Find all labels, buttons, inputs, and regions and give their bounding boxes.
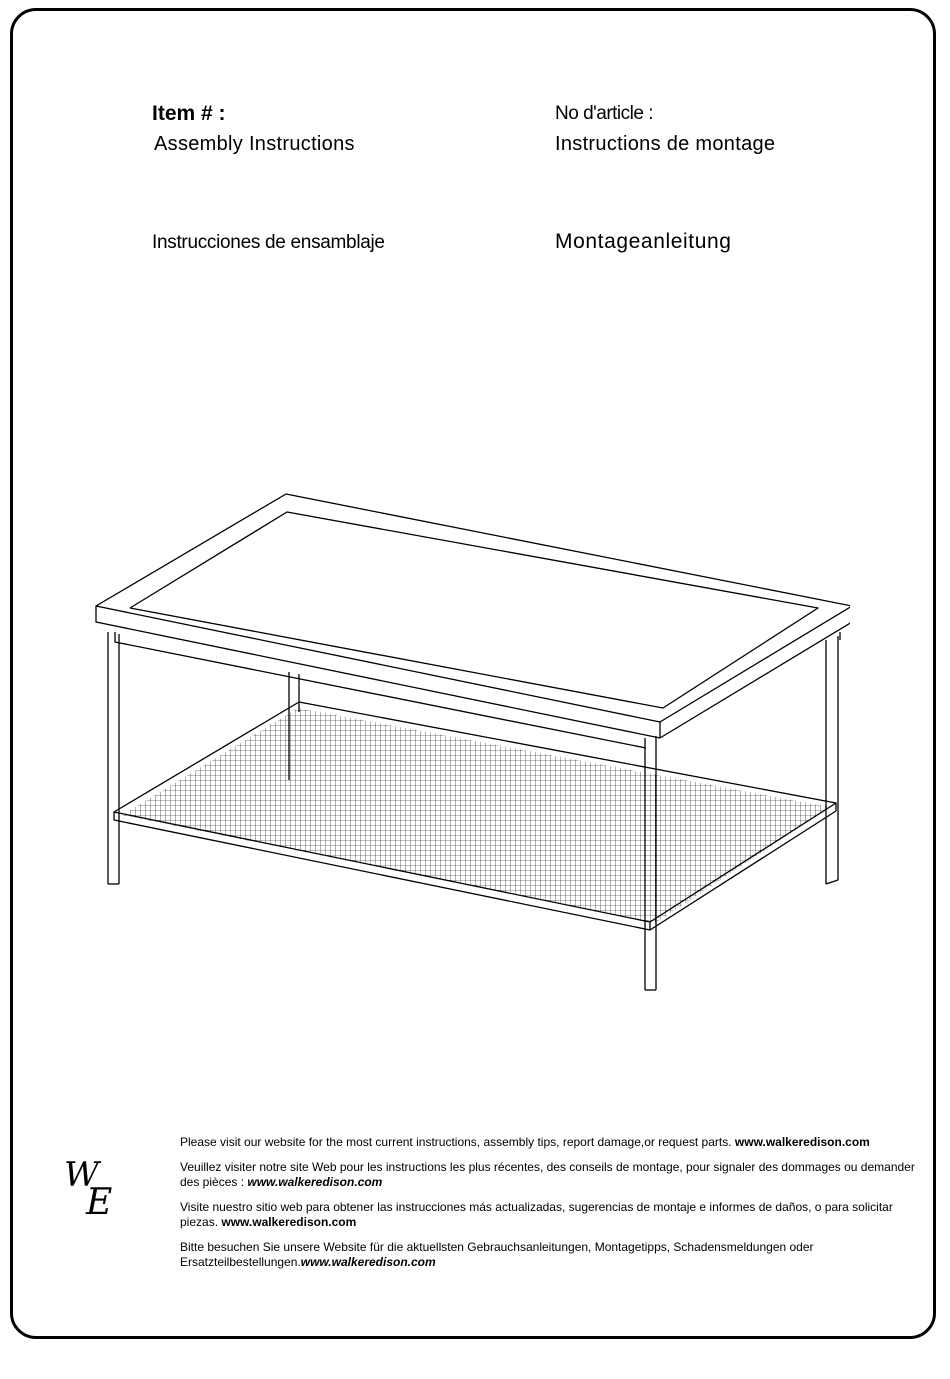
assembly-title-es: Instrucciones de ensamblaje [152, 232, 385, 253]
website-notice [180, 1135, 920, 1280]
notice-es: Visite nuestro sitio web para obtener las instrucciones más actualizadas, sugerencias de montaje e informes de daños, o para solicitar piezas. www.walkeredison.com [180, 1200, 893, 1229]
svg-text:E: E [86, 1182, 113, 1223]
item-number-label-en: Item # : [152, 102, 226, 125]
notice-en: Please visit our website for the most current instructions, assembly tips, report damage,or request parts. www.walkeredison.com [180, 1135, 870, 1149]
notice-de: Bitte besuchen Sie unsere Website für die aktuellsten Gebrauchsanleitungen, Montagetipps, Schadensmeldungen oder Ersatzteilbestellungen.www.walkeredison.com [180, 1240, 814, 1269]
website-link[interactable]: www.walkeredison.com [221, 1215, 357, 1229]
coffee-table-drawing [90, 488, 850, 998]
assembly-title-fr: Instructions de montage [555, 133, 776, 155]
website-link[interactable]: www.walkeredison.com [247, 1175, 383, 1189]
svg-text:W: W [64, 1155, 99, 1195]
assembly-title-de: Montageanleitung [555, 230, 732, 253]
item-number-label-fr: No d'article : [555, 103, 654, 124]
notice-fr: Veuillez visiter notre site Web pour les instructions les plus récentes, des conseils de montage, pour signaler des dommages ou demander des pièces : www.walkeredison.com [180, 1160, 915, 1189]
website-link[interactable]: www.walkeredison.com [300, 1255, 436, 1269]
assembly-title-en: Assembly Instructions [154, 133, 355, 155]
website-link[interactable]: www.walkeredison.com [734, 1135, 870, 1149]
walker-edison-logo [58, 1152, 128, 1224]
